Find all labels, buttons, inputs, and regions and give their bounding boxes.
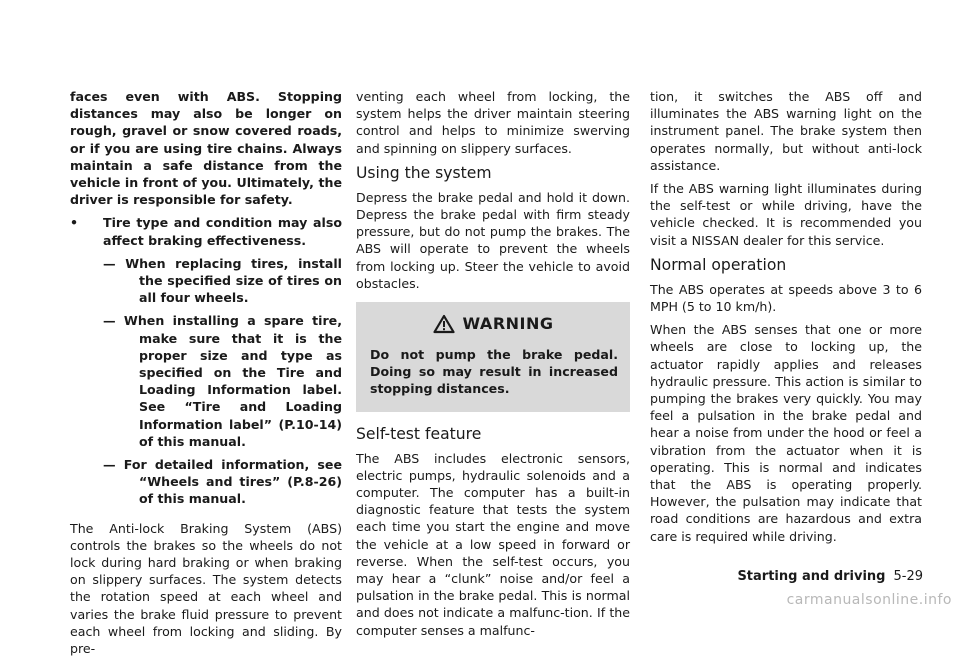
speed-paragraph: The ABS operates at speeds above 3 to 6 MPH (5 to 10 km/h). [650,281,922,315]
warning-box [356,302,630,412]
dash-item [103,456,342,508]
dash-item [103,255,342,307]
bullet-mark: • [70,215,79,231]
warning-header [356,302,630,346]
middle-column [356,88,630,645]
watermark: carmanualsonline.info [786,592,952,608]
right-column [650,88,922,551]
abs-light-paragraph: If the ABS warning light illuminates during the self-test or while driving, have the vehicle checked. It is recommended you visit a NISSAN dealer for this service. [650,181,922,248]
warning-triangle-icon [433,314,455,334]
warning-title: WARNING [462,314,554,334]
heading-normal-operation: Normal operation [650,255,787,274]
abs-intro-paragraph: The Anti-lock Braking System (ABS) controls the brakes so the wheels do not lock during hard braking or when braking on slippery surfaces. The system detects the rotation speed at each wheel and varies the brake fluid pressure to prevent each wheel from locking and sliding. By pre- [70,520,342,657]
continued-paragraph: tion, it switches the ABS off and illuminates the ABS warning light on the instrument panel. The brake system then operates normally, but without anti-lock assistance. [650,89,922,173]
dash-text: — When replacing tires, install the specified size of tires on all four wheels. [103,255,342,306]
heading-using-system: Using the system [356,163,492,182]
left-column [70,88,342,663]
continued-paragraph: venting each wheel from locking, the system helps the driver maintain steering control and helps to minimize swerving and spinning on slippery surfaces. [356,89,630,156]
warning-continuation: faces even with ABS. Stopping distances may also be longer on rough, gravel or snow covered roads, or if you are using tire chains. Always maintain a safe distance from the vehicle in front of you. Ultimately, the driver is responsible for safety. [70,89,342,208]
page-footer [737,569,923,584]
dash-item [103,312,342,450]
heading-self-test: Self-test feature [356,424,482,443]
dash-text: — For detailed information, see “Wheels and tires” (P.8-26) of this manual. [103,457,342,507]
operation-paragraph: When the ABS senses that one or more wheels are close to locking up, the actuator rapidly applies and releases hydraulic pressure. This action is similar to pumping the brakes very quickly. You may feel a pulsation in the brake pedal and hear a noise from under the hood or feel a vibration from the actuator when it is operating. This is normal and indicates that the ABS is operating properly. However, the pulsation may indicate that road conditions are hazardous and extra care is required while driving. [650,322,922,544]
section-title: Starting and driving [737,569,886,584]
using-system-paragraph: Depress the brake pedal and hold it down. Depress the brake pedal with firm steady pressure, but do not pump the brakes. The ABS will operate to prevent the wheels from locking up. Steer the vehicle to avoid obstacles. [356,189,630,291]
bullet-item [70,214,342,248]
self-test-paragraph: The ABS includes electronic sensors, electric pumps, hydraulic solenoids and a computer. The computer has a built-in diagnostic feature that tests the system each time you start the engine and move the vehicle at a low speed in forward or reverse. When the self-test occurs, you may hear a “clunk” noise and/or feel a pulsation in the brake pedal. This is normal and does not indicate a malfunc-tion. If the computer senses a malfunc- [356,450,630,638]
warning-text: Do not pump the brake pedal. Doing so may result in increased stopping distances. [370,347,618,397]
dash-text: — When installing a spare tire, make sure that it is the proper size and type as specified on the Tire and Loading Information label. See “Tire and Loading Information label” (P.10-14) of this manual. [103,313,342,449]
page-number: 5-29 [893,569,923,584]
bullet-text: Tire type and condition may also affect braking effectiveness. [103,215,342,248]
